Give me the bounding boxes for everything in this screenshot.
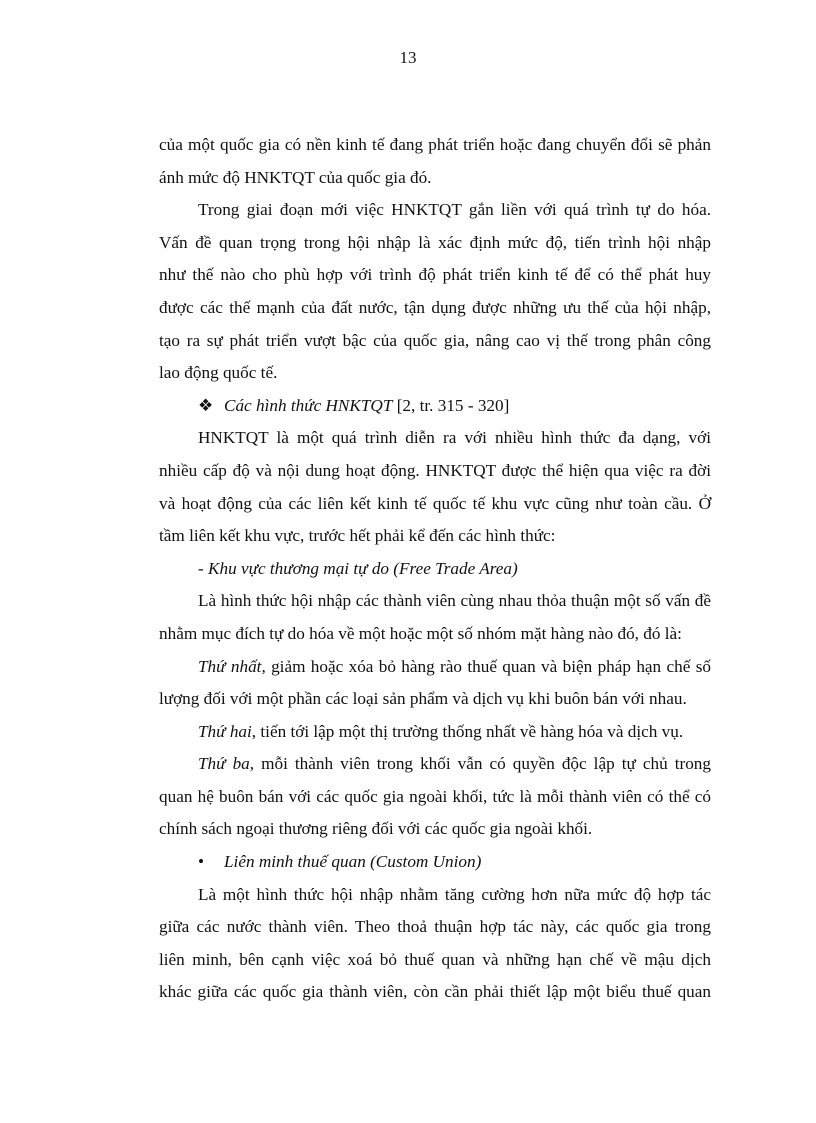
text-line xyxy=(159,748,711,781)
text-line: như thế nào cho phù hợp với trình độ phát triển kinh tế để có thể phát huy xyxy=(159,265,711,285)
point-lead: Thứ nhất xyxy=(198,656,262,676)
heading-customs-union xyxy=(159,846,711,879)
paragraph-intro-continuation xyxy=(159,129,711,194)
text-line: quan hệ buôn bán với các quốc gia ngoài khối, tức là mỗi thành viên có thể có xyxy=(159,786,711,806)
text-line: Trong giai đoạn mới việc HNKTQT gắn liền với quá trình tự do hóa. xyxy=(198,200,711,220)
diamond-bullet-icon: ❖ xyxy=(198,395,214,415)
text-line: nhiều cấp độ và nội dung hoạt động. HNKTQT được thể hiện qua việc ra đời xyxy=(159,460,711,480)
paragraph-third-point xyxy=(159,748,711,846)
document-body xyxy=(159,129,711,1009)
text-line: HNKTQT là một quá trình diễn ra với nhiều hình thức đa dạng, với xyxy=(198,428,711,448)
paragraph-fta-definition xyxy=(159,585,711,650)
text-line: nhằm mục đích tự do hóa về một hoặc một số nhóm mặt hàng nào đó, đó là: xyxy=(159,623,682,643)
subheading-free-trade-area xyxy=(159,553,711,586)
text-line: khác giữa các quốc gia thành viên, còn cần phải thiết lập một biểu thuế quan xyxy=(159,982,711,1002)
text-line: tạo ra sự phát triển vượt bậc của quốc gia, nâng cao vị thế trong phân công xyxy=(159,330,711,350)
point-text: , tiến tới lập một thị trường thống nhất về hàng hóa và dịch vụ. xyxy=(251,721,684,741)
subheading-line: - Khu vực thương mại tự do (Free Trade Area) xyxy=(198,558,518,578)
heading-title: Các hình thức HNKTQT xyxy=(224,395,393,415)
point-text: , giảm hoặc xóa bỏ hàng rào thuế quan và biện pháp hạn chế số xyxy=(261,656,711,676)
text-line: chính sách ngoại thương riêng đối với các quốc gia ngoài khối. xyxy=(159,819,593,839)
paragraph-second-point xyxy=(159,716,711,749)
heading-title: Liên minh thuế quan (Custom Union) xyxy=(224,852,482,872)
heading-integration-forms xyxy=(159,390,711,423)
text-line: của một quốc gia có nền kinh tế đang phát triển hoặc đang chuyển đổi sẽ phản xyxy=(159,135,711,154)
text-line: tầm liên kết khu vực, trước hết phải kể đến các hình thức: xyxy=(159,526,556,546)
text-line: giữa các nước thành viên. Theo thoả thuận hợp tác này, các quốc gia trong xyxy=(159,917,711,937)
text-line: được các thế mạnh của đất nước, tận dụng được những ưu thế của hội nhập, xyxy=(159,297,711,317)
paragraph-customs-union-definition xyxy=(159,879,711,1009)
text-line xyxy=(159,716,711,749)
text-line: liên minh, bên cạnh việc xoá bỏ thuế quan và những hạn chế về mậu dịch xyxy=(159,949,711,969)
text-line: Là hình thức hội nhập các thành viên cùng nhau thỏa thuận một số vấn đề xyxy=(198,591,711,611)
page-number: 13 xyxy=(399,48,417,67)
round-bullet-icon: • xyxy=(198,852,205,872)
text-line: lao động quốc tế. xyxy=(159,363,278,383)
heading-citation: [2, tr. 315 - 320] xyxy=(392,395,510,415)
text-line: Vấn đề quan trọng trong hội nhập là xác định mức độ, tiến trình hội nhập xyxy=(159,232,711,252)
text-line: và hoạt động của các liên kết kinh tế quốc tế khu vực cũng như toàn cầu. Ở xyxy=(159,493,711,513)
heading-line xyxy=(159,846,711,879)
text-line: Là một hình thức hội nhập nhằm tăng cường hơn nữa mức độ hợp tác xyxy=(198,884,711,904)
paragraph-integration-stage xyxy=(159,194,711,390)
text-line: lượng đối với một phần các loại sản phẩm và dịch vụ khi buôn bán với nhau. xyxy=(159,689,687,709)
paragraph-forms-overview xyxy=(159,422,711,552)
point-lead: Thứ ba xyxy=(198,754,250,774)
point-lead: Thứ hai xyxy=(198,721,252,741)
point-text: , mỗi thành viên trong khối vẫn có quyền độc lập tự chủ trong xyxy=(249,754,711,774)
paragraph-first-point xyxy=(159,651,711,716)
text-line xyxy=(159,651,711,684)
heading-line xyxy=(159,390,711,423)
text-line: ánh mức độ HNKTQT của quốc gia đó. xyxy=(159,167,432,187)
